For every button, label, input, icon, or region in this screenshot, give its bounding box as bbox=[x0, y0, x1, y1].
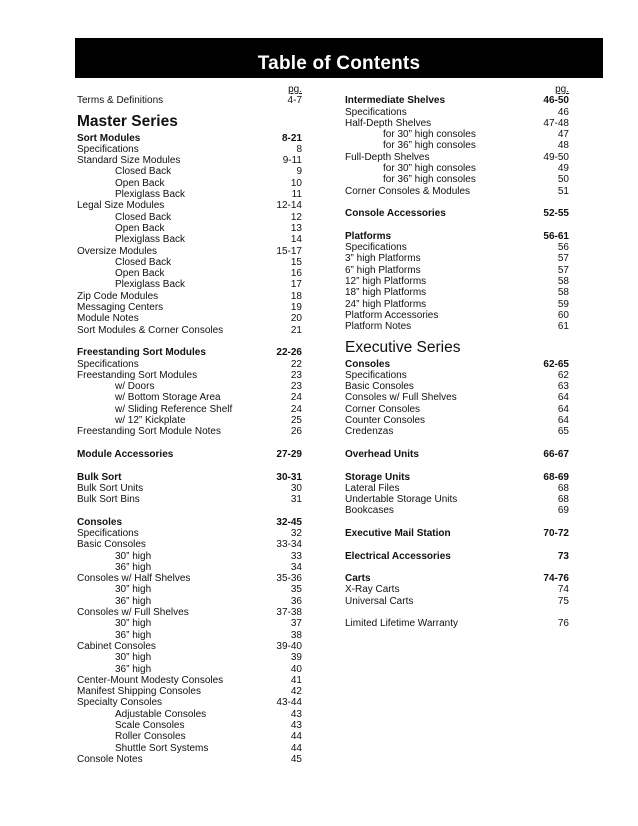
toc-entry-page: 64 bbox=[557, 403, 569, 415]
toc-entry bbox=[345, 551, 569, 562]
toc-entry-page: 35-36 bbox=[276, 573, 302, 585]
toc-entry bbox=[345, 118, 569, 129]
toc-entry bbox=[77, 178, 302, 189]
toc-entry-label: Consoles bbox=[77, 516, 123, 528]
toc-entry-label: Specifications bbox=[77, 143, 139, 155]
toc-entry-page: 33-34 bbox=[276, 539, 302, 551]
toc-entry bbox=[77, 517, 302, 528]
toc-entry bbox=[77, 347, 302, 358]
toc-entry bbox=[77, 189, 302, 200]
toc-entry bbox=[77, 212, 302, 223]
toc-entry bbox=[77, 291, 302, 302]
toc-entry-page: 73 bbox=[557, 550, 569, 562]
toc-entry-label: Undertable Storage Units bbox=[345, 494, 458, 506]
toc-entry-label: for 30” high consoles bbox=[383, 163, 476, 175]
toc-entry bbox=[345, 129, 569, 140]
toc-entry-page: 19 bbox=[290, 302, 302, 314]
toc-entry-page: 12 bbox=[290, 211, 302, 223]
toc-entry bbox=[345, 392, 569, 403]
toc-entry-label: Universal Carts bbox=[345, 595, 414, 607]
title-banner bbox=[75, 38, 603, 78]
toc-entry bbox=[345, 359, 569, 370]
toc-entry-label: 36” high bbox=[115, 595, 152, 607]
toc-entry-label: Manifest Shipping Consoles bbox=[77, 686, 201, 698]
toc-entry-label: Platform Notes bbox=[345, 321, 412, 333]
toc-entry bbox=[77, 618, 302, 629]
toc-entry-label: Full-Depth Shelves bbox=[345, 151, 430, 163]
toc-entry-page: 59 bbox=[557, 298, 569, 310]
toc-entry-label: Messaging Centers bbox=[77, 302, 164, 314]
toc-entry-label: for 36” high consoles bbox=[383, 140, 476, 152]
toc-entry-page: 11 bbox=[291, 189, 302, 201]
toc-entry bbox=[77, 257, 302, 268]
toc-entry-label: Carts bbox=[345, 573, 371, 585]
toc-entry-page: 30-31 bbox=[276, 471, 302, 483]
toc-entry bbox=[77, 607, 302, 618]
toc-entry-page: 49 bbox=[557, 163, 569, 175]
toc-entry bbox=[345, 494, 569, 505]
toc-entry-page: 56 bbox=[557, 242, 569, 254]
toc-entry-page: 26 bbox=[290, 426, 302, 438]
toc-entry-label: Storage Units bbox=[345, 471, 411, 483]
toc-entry-page: 41 bbox=[290, 674, 302, 686]
toc-entry bbox=[77, 415, 302, 426]
toc-entry-page: 74-76 bbox=[543, 573, 569, 585]
toc-entry bbox=[77, 325, 302, 336]
toc-entry-page: 39-40 bbox=[276, 640, 302, 652]
toc-entry bbox=[77, 426, 302, 437]
toc-entry-label: Oversize Modules bbox=[77, 245, 158, 257]
toc-entry-page: 34 bbox=[290, 561, 302, 573]
toc-entry-label: Credenzas bbox=[345, 426, 394, 438]
toc-entry-page: 56-61 bbox=[543, 230, 569, 242]
toc-entry bbox=[77, 494, 302, 505]
toc-entry-page: 39 bbox=[290, 652, 302, 664]
toc-entry bbox=[77, 573, 302, 584]
toc-entry bbox=[77, 754, 302, 765]
toc-entry bbox=[77, 664, 302, 675]
toc-entry-label: Lateral Files bbox=[345, 482, 400, 494]
toc-entry-label: Half-Depth Shelves bbox=[345, 117, 432, 129]
toc-entry-page: 50 bbox=[557, 174, 569, 186]
toc-entry-label: Roller Consoles bbox=[115, 731, 186, 743]
toc-entry-label: 24” high Platforms bbox=[345, 298, 427, 310]
toc-entry-page: 38 bbox=[290, 629, 302, 641]
toc-entry bbox=[345, 404, 569, 415]
toc-entry-label: Bookcases bbox=[345, 505, 394, 517]
toc-entry-page: 22-26 bbox=[276, 347, 302, 359]
series-heading: Executive Series bbox=[345, 338, 461, 356]
toc-entry bbox=[77, 539, 302, 550]
toc-entry bbox=[77, 200, 302, 211]
toc-entry-page: 75 bbox=[557, 595, 569, 607]
toc-entry-page: 24 bbox=[290, 392, 302, 404]
toc-entry-label: 36” high bbox=[115, 629, 152, 641]
toc-entry-page: 61 bbox=[557, 321, 569, 333]
toc-entry-page: 13 bbox=[290, 222, 302, 234]
toc-entry-label: 6” high Platforms bbox=[345, 264, 421, 276]
toc-entry-label: Terms & Definitions bbox=[77, 95, 164, 107]
toc-entry bbox=[77, 731, 302, 742]
toc-entry bbox=[77, 370, 302, 381]
toc-entry bbox=[345, 287, 569, 298]
toc-entry-page: 68-69 bbox=[543, 471, 569, 483]
toc-entry bbox=[345, 528, 569, 539]
toc-entry-page: 46-50 bbox=[543, 95, 569, 107]
toc-entry bbox=[345, 140, 569, 151]
toc-entry-page: 51 bbox=[557, 185, 569, 197]
toc-entry bbox=[345, 95, 569, 106]
toc-entry-label: 3” high Platforms bbox=[345, 253, 421, 265]
toc-entry-page: 40 bbox=[290, 663, 302, 675]
toc-entry bbox=[345, 483, 569, 494]
toc-entry-page: 15 bbox=[290, 256, 302, 268]
toc-entry bbox=[77, 95, 302, 106]
toc-entry-page: 47-48 bbox=[543, 117, 569, 129]
toc-entry bbox=[345, 596, 569, 607]
toc-entry-page: 46 bbox=[557, 106, 569, 118]
toc-entry-label: Basic Consoles bbox=[345, 381, 414, 393]
toc-entry-label: Plexiglass Back bbox=[115, 234, 186, 246]
toc-entry-page: 8-21 bbox=[281, 132, 302, 144]
toc-entry-label: w/ Bottom Storage Area bbox=[115, 392, 221, 404]
toc-entry-label: 36” high bbox=[115, 663, 152, 675]
toc-entry-label: X-Ray Carts bbox=[345, 584, 400, 596]
toc-entry bbox=[345, 584, 569, 595]
toc-entry-label: Electrical Accessories bbox=[345, 550, 451, 562]
toc-entry-page: 70-72 bbox=[543, 527, 569, 539]
toc-entry-label: w/ Doors bbox=[115, 381, 155, 393]
toc-entry-page: 36 bbox=[290, 595, 302, 607]
toc-entry bbox=[345, 208, 569, 219]
toc-entry-page: 37 bbox=[290, 618, 302, 630]
toc-entry-page: 20 bbox=[290, 313, 302, 325]
toc-entry-label: 30” high bbox=[115, 584, 152, 596]
toc-entry bbox=[345, 381, 569, 392]
toc-entry bbox=[77, 472, 302, 483]
toc-entry-label: Console Accessories bbox=[345, 208, 446, 220]
toc-entry-page: 10 bbox=[290, 177, 302, 189]
toc-entry-label: Open Back bbox=[115, 222, 165, 234]
toc-entry-label: Module Notes bbox=[77, 313, 139, 325]
page-column-header bbox=[77, 84, 302, 95]
toc-left-column bbox=[77, 84, 302, 765]
toc-entry bbox=[77, 155, 302, 166]
toc-entry-label: 12” high Platforms bbox=[345, 276, 427, 288]
toc-entry-label: Bulk Sort Bins bbox=[77, 494, 140, 506]
toc-entry-page: 68 bbox=[557, 482, 569, 494]
toc-entry-label: Open Back bbox=[115, 177, 165, 189]
toc-entry bbox=[345, 163, 569, 174]
toc-entry-label: Open Back bbox=[115, 268, 165, 280]
toc-entry-page: 44 bbox=[290, 742, 302, 754]
toc-entry-label: Intermediate Shelves bbox=[345, 95, 446, 107]
toc-entry bbox=[77, 652, 302, 663]
toc-entry-label: Module Accessories bbox=[77, 448, 174, 460]
toc-entry-label: 30” high bbox=[115, 652, 152, 664]
toc-right-column bbox=[345, 84, 569, 630]
toc-entry-page: 69 bbox=[557, 505, 569, 517]
toc-entry-label: Closed Back bbox=[115, 256, 172, 268]
toc-entry-label: w/ Sliding Reference Shelf bbox=[115, 403, 233, 415]
toc-entry-page: 32-45 bbox=[276, 516, 302, 528]
toc-entry-label: Specifications bbox=[345, 106, 407, 118]
toc-entry bbox=[77, 279, 302, 290]
toc-entry-page: 68 bbox=[557, 494, 569, 506]
toc-entry bbox=[77, 381, 302, 392]
toc-entry bbox=[77, 144, 302, 155]
toc-entry-page: 9-11 bbox=[282, 155, 302, 167]
toc-entry-page: 33 bbox=[290, 550, 302, 562]
toc-entry-label: Closed Back bbox=[115, 211, 172, 223]
toc-entry bbox=[345, 415, 569, 426]
toc-entry bbox=[77, 630, 302, 641]
toc-entry bbox=[77, 596, 302, 607]
toc-entry-label: Platforms bbox=[345, 230, 392, 242]
toc-entry bbox=[345, 310, 569, 321]
toc-entry-label: 18” high Platforms bbox=[345, 287, 427, 299]
toc-entry bbox=[77, 234, 302, 245]
toc-entry-label: Center-Mount Modesty Consoles bbox=[77, 674, 224, 686]
toc-entry-label: Counter Consoles bbox=[345, 415, 426, 427]
toc-entry-label: w/ 12” Kickplate bbox=[115, 415, 186, 427]
toc-entry bbox=[77, 675, 302, 686]
toc-entry-page: 76 bbox=[557, 618, 569, 630]
toc-entry-page: 45 bbox=[290, 753, 302, 765]
toc-entry-page: 43 bbox=[290, 720, 302, 732]
toc-entry-label: Freestanding Sort Module Notes bbox=[77, 426, 221, 438]
toc-entry-label: Sort Modules & Corner Consoles bbox=[77, 324, 224, 336]
toc-entry-label: Consoles w/ Full Shelves bbox=[77, 607, 189, 619]
toc-entry-label: for 36” high consoles bbox=[383, 174, 476, 186]
toc-entry-page: 25 bbox=[290, 415, 302, 427]
toc-entry-page: 30 bbox=[290, 482, 302, 494]
toc-entry bbox=[77, 720, 302, 731]
toc-entry-label: Freestanding Sort Modules bbox=[77, 347, 206, 359]
toc-entry bbox=[77, 584, 302, 595]
toc-entry-page: 47 bbox=[557, 129, 569, 141]
toc-entry-label: Legal Size Modules bbox=[77, 200, 165, 212]
page-column-header bbox=[345, 84, 569, 95]
toc-entry-label: Specifications bbox=[345, 242, 407, 254]
toc-entry-label: Specialty Consoles bbox=[77, 697, 163, 709]
toc-entry-label: Freestanding Sort Modules bbox=[77, 369, 198, 381]
toc-entry-page: 27-29 bbox=[276, 448, 302, 460]
toc-entry bbox=[77, 483, 302, 494]
toc-entry-page: 64 bbox=[557, 415, 569, 427]
toc-entry-page: 48 bbox=[557, 140, 569, 152]
toc-entry bbox=[77, 697, 302, 708]
toc-entry bbox=[77, 223, 302, 234]
page-title: Table of Contents bbox=[257, 53, 421, 74]
toc-entry bbox=[77, 302, 302, 313]
toc-entry bbox=[77, 449, 302, 460]
toc-entry bbox=[345, 253, 569, 264]
toc-entry bbox=[345, 265, 569, 276]
toc-entry-page: 60 bbox=[557, 309, 569, 321]
toc-entry-label: Consoles bbox=[345, 358, 391, 370]
toc-entry bbox=[77, 551, 302, 562]
toc-entry-label: Overhead Units bbox=[345, 448, 419, 460]
toc-entry-label: Specifications bbox=[77, 358, 139, 370]
toc-entry-label: Limited Lifetime Warranty bbox=[345, 618, 458, 630]
toc-entry-label: Standard Size Modules bbox=[77, 155, 181, 167]
toc-entry-page: 18 bbox=[290, 290, 302, 302]
toc-entry-label: Plexiglass Back bbox=[115, 189, 186, 201]
toc-entry bbox=[77, 359, 302, 370]
toc-entry-label: Shuttle Sort Systems bbox=[115, 742, 209, 754]
toc-entry-page: 57 bbox=[557, 264, 569, 276]
toc-entry bbox=[345, 505, 569, 516]
toc-entry-label: Platform Accessories bbox=[345, 309, 439, 321]
toc-entry bbox=[77, 313, 302, 324]
toc-entry-page: pg. bbox=[555, 84, 569, 95]
toc-entry-page: 62-65 bbox=[543, 358, 569, 370]
toc-entry-page: 42 bbox=[290, 686, 302, 698]
toc-entry bbox=[77, 686, 302, 697]
toc-entry-label: Console Notes bbox=[77, 753, 143, 765]
toc-entry-label: Cabinet Consoles bbox=[77, 640, 156, 652]
toc-entry-page: 63 bbox=[557, 381, 569, 393]
toc-entry-page: 44 bbox=[290, 731, 302, 743]
toc-entry bbox=[77, 528, 302, 539]
toc-entry bbox=[77, 166, 302, 177]
series-heading: Master Series bbox=[77, 112, 178, 130]
toc-entry bbox=[345, 152, 569, 163]
toc-entry-page: 8 bbox=[296, 143, 302, 155]
toc-entry-label: Specifications bbox=[345, 369, 407, 381]
toc-entry-page: 58 bbox=[557, 276, 569, 288]
toc-entry-label: Closed Back bbox=[115, 166, 172, 178]
toc-entry-label: Bulk Sort Units bbox=[77, 482, 144, 494]
toc-entry-label: Corner Consoles bbox=[345, 403, 421, 415]
toc-entry-label: 36” high bbox=[115, 561, 152, 573]
toc-entry-label: 30” high bbox=[115, 550, 152, 562]
toc-entry-page: 74 bbox=[557, 584, 569, 596]
toc-entry bbox=[345, 107, 569, 118]
toc-entry-page: 43 bbox=[290, 708, 302, 720]
toc-entry bbox=[345, 299, 569, 310]
toc-entry-label: Zip Code Modules bbox=[77, 290, 159, 302]
toc-entry-page: 14 bbox=[290, 234, 302, 246]
toc-entry bbox=[77, 743, 302, 754]
toc-entry bbox=[345, 321, 569, 332]
toc-entry-page: 22 bbox=[290, 358, 302, 370]
toc-entry-page: 43-44 bbox=[276, 697, 302, 709]
toc-entry bbox=[345, 618, 569, 629]
toc-entry-label: 30” high bbox=[115, 618, 152, 630]
toc-entry-label: Consoles w/ Half Shelves bbox=[77, 573, 191, 585]
toc-entry-page: 31 bbox=[290, 494, 302, 506]
toc-entry-page: 17 bbox=[290, 279, 302, 291]
toc-entry-label: Bulk Sort bbox=[77, 471, 122, 483]
toc-entry bbox=[77, 268, 302, 279]
toc-entry-page: 9 bbox=[296, 166, 302, 178]
toc-entry-label: Adjustable Consoles bbox=[115, 708, 207, 720]
toc-entry-page: 15-17 bbox=[276, 245, 302, 257]
toc-entry-page: 24 bbox=[290, 403, 302, 415]
toc-entry-label: Executive Mail Station bbox=[345, 527, 451, 539]
toc-entry bbox=[77, 641, 302, 652]
toc-entry-label: Corner Consoles & Modules bbox=[345, 185, 471, 197]
toc-entry bbox=[77, 709, 302, 720]
toc-entry-page: pg. bbox=[288, 84, 302, 95]
toc-entry-page: 57 bbox=[557, 253, 569, 265]
toc-entry-page: 35 bbox=[290, 584, 302, 596]
toc-entry bbox=[345, 231, 569, 242]
toc-entry bbox=[77, 392, 302, 403]
toc-entry bbox=[345, 472, 569, 483]
toc-entry-page: 21 bbox=[290, 324, 302, 336]
toc-entry-page: 66-67 bbox=[543, 448, 569, 460]
toc-entry-label: Consoles w/ Full Shelves bbox=[345, 392, 457, 404]
toc-entry bbox=[77, 133, 302, 144]
toc-entry bbox=[345, 573, 569, 584]
toc-entry bbox=[345, 174, 569, 185]
toc-entry bbox=[345, 370, 569, 381]
toc-entry bbox=[345, 276, 569, 287]
toc-entry-page: 23 bbox=[290, 381, 302, 393]
toc-entry-label: for 30” high consoles bbox=[383, 129, 476, 141]
toc-entry-label: Plexiglass Back bbox=[115, 279, 186, 291]
toc-entry bbox=[345, 426, 569, 437]
toc-entry-page: 65 bbox=[557, 426, 569, 438]
toc-entry-page: 37-38 bbox=[276, 607, 302, 619]
toc-entry bbox=[345, 242, 569, 253]
toc-entry bbox=[77, 246, 302, 257]
toc-entry-page: 23 bbox=[290, 369, 302, 381]
toc-entry-page: 16 bbox=[290, 268, 302, 280]
toc-entry-page: 52-55 bbox=[543, 208, 569, 220]
toc-entry bbox=[345, 449, 569, 460]
toc-entry bbox=[345, 186, 569, 197]
toc-entry bbox=[77, 562, 302, 573]
toc-entry-label: Sort Modules bbox=[77, 132, 141, 144]
toc-entry-page: 64 bbox=[557, 392, 569, 404]
toc-entry-label: Basic Consoles bbox=[77, 539, 146, 551]
toc-entry-page: 62 bbox=[557, 369, 569, 381]
toc-entry-page: 12-14 bbox=[276, 200, 302, 212]
toc-entry-page: 49-50 bbox=[543, 151, 569, 163]
toc-entry bbox=[77, 404, 302, 415]
toc-entry-page: 4-7 bbox=[287, 95, 302, 107]
toc-entry-page: 32 bbox=[290, 527, 302, 539]
toc-entry-label: Scale Consoles bbox=[115, 720, 185, 732]
toc-entry-page: 58 bbox=[557, 287, 569, 299]
toc-entry-label: Specifications bbox=[77, 527, 139, 539]
